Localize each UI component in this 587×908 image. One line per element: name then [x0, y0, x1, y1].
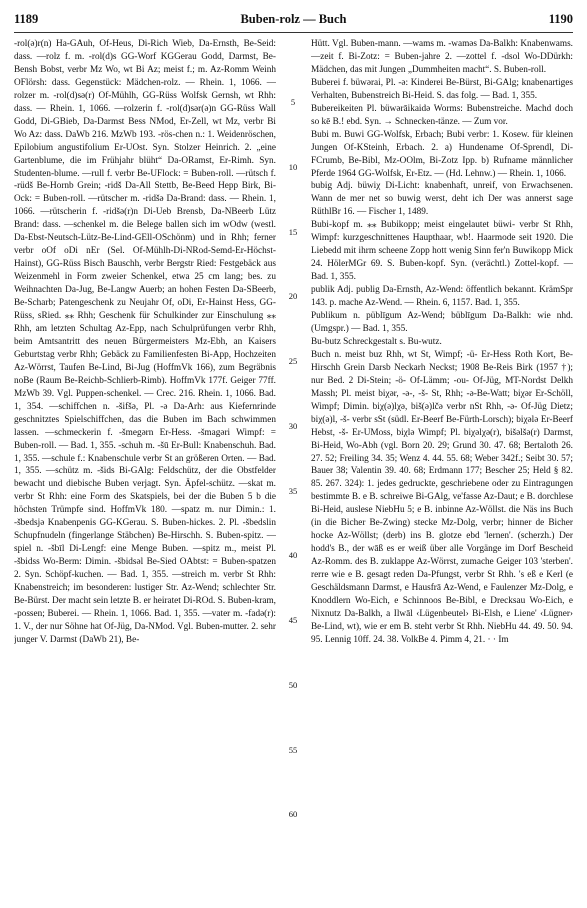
line-marker: 60	[288, 809, 298, 819]
line-marker: 45	[288, 615, 298, 625]
line-number-gutter	[280, 38, 306, 888]
line-marker: 50	[288, 680, 298, 690]
entry-bubereikeiten: Bubereikeiten Pl. büwərāikaidə Worms: Bubenstreiche. Machd doch so kē B.! ebd. Syn. → Schnecken-tänze. — Zum vor.	[311, 103, 573, 127]
page-number-right: 1190	[548, 12, 573, 26]
entry-bubi: Bubi m. Buwi GG-Wolfsk, Erbach; Bubi verbr: 1. Kosew. für kleinen Jungen Of-KSteinh, Erbach. 2. a) Hundename Of-Sprendl, Di-FCrumb, Be-Bibl, Mz-OOlm, Bi-Zotz Ipp. b) Rufname männlicher Pferde 1964 GG-Wolfsk, Er-Etz. — (Hd. Lehnw.) — Rhein. 1, 1066.	[311, 129, 573, 179]
line-marker: 55	[288, 745, 298, 755]
line-marker: 35	[288, 486, 298, 496]
line-marker: 10	[288, 162, 298, 172]
line-marker: 30	[288, 421, 298, 431]
page-header	[14, 12, 573, 30]
line-marker: 5	[290, 97, 296, 107]
entry-bubi-kopf: Bubi-kopf m. ⁎⁎ Bubikopp; meist eingelautet büwi- verbr St Rhh, Wimpf: kurzgeschnittenes Haupthaar, wb!. Haarmode seit 1920. Die Liebedd mit ihrm scheene Zopp hott wenig Sinn fer'n Buwikopp Mick 24. HölerMGr 69. S. Buben-kopf. Syn. (verächtl.) Zottel-kopf. — Bad. 1, 355.	[311, 220, 573, 283]
right-column	[311, 38, 573, 888]
entry-buberei: Buberei f. büwərai, Pl. -ə: Kinderei Be-Bürst, Bi-GAlg; knabenartiges Verhalten, Bubenstreich Bi-Heid. S. das folg. — Bad. 1, 355.	[311, 77, 573, 101]
entry-bubig: bubig Adj. büwiχ Di-Licht: knabenhaft, unreif, von Erwachsenen. Wann de mer net so buwig werst, deht ich Der was annerst sage RüthlBr 16. — Fischer 1, 1489.	[311, 181, 573, 218]
line-marker: 20	[288, 291, 298, 301]
entry-publik: publik Adj. publig Da-Ernsth, Az-Wend: öffentlich bekannt. KrämSpr 143. p. mache Az-Wend. — Rhein. 6, 1157. Bad. 1, 355.	[311, 285, 573, 309]
left-column	[14, 38, 276, 888]
entry-publikum: Publikum n. püblīgum Az-Wend; büblīgum Da-Balkh: wie nhd. (Umgspr.) — Bad. 1, 355.	[311, 311, 573, 334]
header-rule	[14, 32, 573, 33]
line-marker: 25	[288, 356, 298, 366]
entry-continuation: Hütt. Vgl. Buben-mann. —wams m. -waməs Da-Balkh: Knabenwams. —zeit f. Bi-Zotz: = Buben-jahre 2. —zottel f. -dsol Wo-DDürkh: Mädchen, das mit Jungen „Dummheiten macht“. S. Buben-roll.	[311, 39, 573, 75]
line-marker: 15	[288, 227, 298, 237]
entry-bu-butz: Bu-butz Schreckgestalt s. Bu-wutz.	[311, 336, 442, 347]
left-column-text: -rol(ə)r(n) Ha-GAuh, Of-Heus, Di-Rich Wieb, Da-Ernsth, Be-Seid: dass. —rolz f. m. -rol(d)s GG-Worf KGGerau Godd, Darmst, Be-Bensh Bobst, verbr Mz Wo, wt Bi Az; meist f.; m. Az-Romm Weinh OFlörsh: dass. Gegenstück: Mädchen-rolz. — Rhein. 1, 1066. —rolzer m. -rol(d)sə(r) Of-Mühlh, GG-Rüss Wolfsk Gernsh, wt Rhh: dass. — Rhein. 1, 1066. —rolzerin f. -rol(d)sər(ə)n GG-Rüss Wall Godd, Di-GBieb, Da-Darmst Bess NMod, Er-Zell, wt Mz, verbr Bi Wo Az: dass. DaWb 216. MzWb 193. -rös-chen n.: 1. Weidenröschen, Epilobium angustifolium Er-UOst. Syn. Stolzer Heinrich. 2. „eine Gartenblume, die im Frühjahr blüht“ Da-ORamst, Er-Rimh. Syn. Studenten-blume. —rull f. verbr Be-UFlock: = Buben-roll. —rütsch f. -rüdš Be-Hornb Grein; -ridš Da-All Stettb, Be-Beed Hepp Birk, Bi-Ock: = Buben-roll. —rütscher m. -ridšə Da-Brand: dass. — Rhein. 1, 1066. —rütscherin f. -ridšə(r)n Di-Ueb Brensb, Da-NBeerb Lütz Brand: dass. —schenkel m. die Belege ballen sich im wOdw (westl. Da-Ebst-Neutsch-Lütz-Be-Lind-GEll-OSchönm) und in Rhh; ferner verbr oOf oDi nEr (Sel. Of-Mühlh-Di-NRod-Semd-Er-Höchst-Hainst), GG-Rüss Bisch Bauschh, verbr Bergstr Ried: Festgebäck aus Weizenmehl in Form zweier Schenkel, etwa 25 cm lang; bes. zu Weihnachten Da-Jug, Be-Langw Auerb; an hohen Festen Da-SBeerb, Be-Scharb; Patengeschenk zu Neujahr Of, oDi, Er-Hainst Hess, GG-Rüss, sRied. ⁎⁎ Rhh; Geschenk für Schulkinder zur Einschulung ⁎⁎ Rhh, am letzten Schultag Az-Epp, nach Schulprüfungen verbr Rhh, beim Amtsantritt des neuen Bürgermeisters Mz-Ebh, an Kaisers Geburtstag verbr Rhh; Gebäck zu Familienfesten Bi-App, Hochzeiten Az-Wörrst, Taufen Be-Lind, Bi-Jug (HoffmVk 166), zum Begräbnis noBe (Raum Be-Reichb-Schlierb-Rimb). HoffmVk 177f. Geiger 77ff. MzWb 39. Vgl. Puppen-schenkel. — Crec. 216. Rhein. 1, 1066. Bad. 1, 354. —schiffchen n. -šifšə, Pl. -ə Da-Arh: aus Kiefernrinde geschnitztes Spielschiffchen, das die Buben im Bach schwimmen lassen. —schmeckerin f. -šmegərn Er-Hess. -šmagəri Wimpf: = Buben-roll. — Bad. 1, 355. -schuh m. -šū Er-Bull: Knabenschuh. Bad. 1, 355. —schule f.: Knabenschule verbr St an größeren Orten. — Bad. 1, 355. —schütz m. -šids Bi-GAlg: Feldschütz, der die Obstfelder bewacht und diebische Buben verjagt. Syn. Äpfel-schütz. —skat m. verbr St Rhh: eine Form des Skatspiels, bei der die Buben 5 b die höchsten Trümpfe sind. HoffmVk 180. —spatz m. nur Dimin.: 1. -šbedsjə Knabenpenis GG-KGerau. S. Buben-hickes. 2. Pl. -šbedslin Schupfnudeln (fingerlange Stäbchen) Be-Hirschh. S. Buben-spitz. —spiel n. -šbīl Di-Lengf: eine Menge Buben. —spitz m., meist Pl. -šbidss Wo-Berm: Dimin. -šbidsəl Be-Sied OAbtst: = Buben-spatzen 2. Syn. Schöpf-kuchen. — Bad. 1, 355. —streich m. verbr St Rhh: Knabenstreich; im besonderen: lustiger Str. Az-Wend; schlechter Str. Be-Bürst. Der macht sein letzte B. er heiratet Di-ROd. S. Buben-kram, -possen; Buberei. — Rhein. 1, 1066. Bad. 1, 355. —vater m. -fadə(r): 1. V., der nur Söhne hat Of-Jüg, Da-NMod. Vgl. Buben-mutter. 2. sehr junger V. Darmst (DaWb 21), Be-	[14, 39, 276, 645]
line-marker: 40	[288, 550, 298, 560]
page-title: Buben-rolz — Buch	[240, 12, 347, 26]
page-number-left: 1189	[14, 12, 39, 26]
entry-buch: Buch n. meist buz Rhh, wt St, Wimpf; -ü- Er-Hess Roth Kort, Be-Hirschh Grein Darsb Neckarh Neckst; 1908 Be-Reis Birk (1957 †); nur Bed. 2 Di-Stein; -ö- Of-Lämm; -ou- Of-Jüg, MT-Nordst Delkh Massh; Pl. meist biχər, -ə-, -š- St, Rhh; -ə-Be-Watt; biχər Er-Schöll, Wimpf; Dimin. biχ(ə)lχə, biš(ə)lčə verbr nSt Rhh, -ə- Of-Jüg Dietz; biχ(ə)l, -š- verbr sSt (südl. Er-Beerf Be-Fürth-Lorsch); biχələ Er-Beerf Hebst, -š- Er-UMoss, biχlə Wimpf; Pl. biχəlχə(r), bišəlšə(r) Darmst, Bi-Heid, Wo-Abh (vgl. Born 20. 29; Grund 30. 47. 68; Bertaloth 26. 27. 52; Freiling 34. 35; Wenz 4. 44. 55. 68; Weber 342f.; Seibt 30. 57; Bauer 38; Valentin 39. 40. 68; Erdmann 177; Bescher 25; Held § 82. 85. 267. 324): 1. jedes gedruckte, geschriebene oder zu Eintragungen bestimmte B. e B. schreiwe Bi-GAlg, ve'fasse Az-Daut; e B. dorchlese Bi-Heid, auslese NiebHu 5; e B. inbinne Az-Wöllst. die Näs ins Buch (in die Bicher Be-Zwing) stecke Mz-Dolg, verbr; hinner de Bicher hocke Az-Wöllst; (derb) ins B. glotze ebd 'lernen'. (scherzh.) Der hodd's B., der wāß es er weiß über alle Vorgänge im Dorf Bescheid Az-Romm. des B. zuklappe Az-Wörrst, zumache Geiger 103 'sterben'. rerre wie e B. gesagt reden Da-Pfungst, verbr St Rhh. 's eß e Kerl (e Geschäldsmann Darmst, e Hausfrā Az-Wend, e Faulenzer Mz-Dolg, e Knoddlern Wo-Eich, e Schinnoos Be-Bibl, e Drecksau Wo-Eich, e Nixnutz Da-Balkh, a Ilwāl ‹Lügenbeutel› Bi-Elsh, e Liene' ‹Lügner› Be-Lind, wt), wie er em B. steht verbr St Rhh. NiebHu 44. 49. 50. 94. 95. Lennig 10ff. 24. 38. VolkBe 4. Pimm 4, 21. · · Im	[311, 349, 573, 645]
